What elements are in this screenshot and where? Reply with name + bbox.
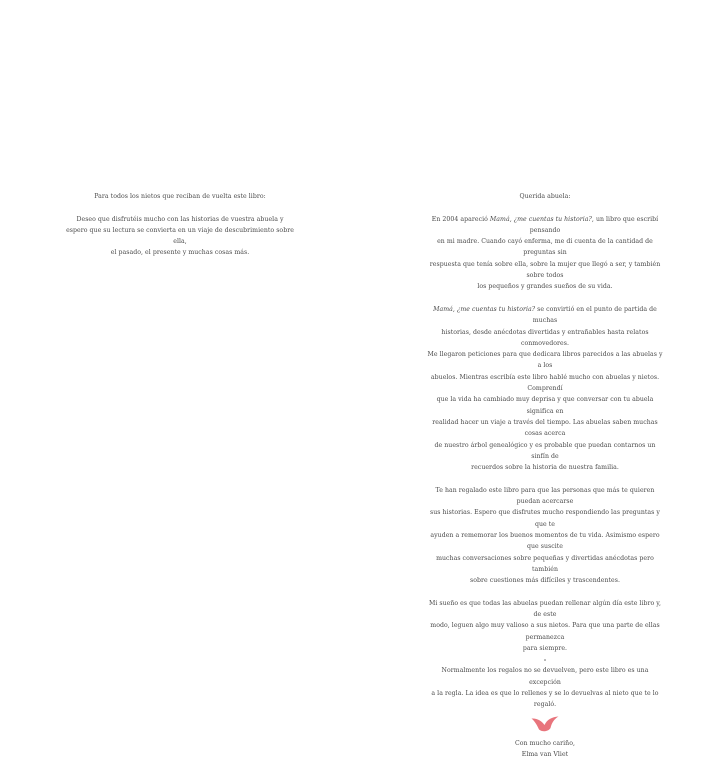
- dedication-line: Deseo que disfrutéis mucho con las historias de vuestra abuela y: [76, 215, 284, 223]
- paragraph-line: historias, desde anécdotas divertidas y entrañables hasta relatos conmovedores.: [441, 328, 649, 347]
- paragraph-gift: [425, 485, 665, 587]
- bird-icon: [530, 714, 560, 734]
- right-page: [360, 0, 720, 758]
- dedication-line: el pasado, el presente y muchas cosas más.: [110, 249, 250, 257]
- separator-dot: [425, 654, 665, 665]
- paragraph-line: realidad hacer un viaje a través del tiempo. Las abuelas saben muchas cosas acerca: [432, 418, 658, 438]
- paragraph-line: que la vida ha cambiado muy deprisa y que conversar con tu abuela significa en: [436, 396, 654, 415]
- left-page: [0, 0, 360, 720]
- paragraph-line: Mi sueño es que todas las abuelas puedan rellenar algún día este libro y, de este: [428, 599, 662, 618]
- paragraph-line: de nuestro árbol genealógico y es probable que puedan contarnos un sinfín de: [434, 441, 656, 460]
- book-title: Mamá, ¿me cuentas tu historia?: [489, 215, 592, 223]
- paragraph-line: En 2004 apareció Mamá, ¿me cuentas tu historia?, un libro que escribí pensando: [431, 215, 659, 234]
- paragraph-line: modo, leguen algo muy valioso a sus nietos. Para que una parte de ellas permanezca: [430, 622, 660, 641]
- paragraph-line: Me llegaron peticiones para que dedicara libros parecidos a las abuelas y a los: [427, 351, 663, 370]
- salutation: Querida abuela:: [519, 193, 571, 200]
- dedication-line: espero que su lectura se convierta en un viaje de descubrimiento sobre ella,: [66, 226, 294, 246]
- book-title: Mamá, ¿me cuentas tu historia?: [433, 305, 536, 313]
- paragraph-line: recuerdos sobre la historia de nuestra familia.: [471, 464, 619, 472]
- bird-ornament: [425, 711, 665, 738]
- letter: [425, 191, 665, 760]
- paragraph-line: sobre cuestiones más difíciles y trascendentes.: [470, 577, 620, 585]
- paragraph-line: abuelos. Mientras escribía este libro hablé mucho con abuelas y nietos. Comprendí: [430, 373, 660, 393]
- paragraph-line: respuesta que tenía sobre ella, sobre la mujer que llegó a ser, y también sobre todos: [429, 260, 661, 280]
- paragraph-line: Normalmente los regalos no se devuelven, pero este libro es una excepción: [441, 667, 649, 686]
- signature: Elma van Vliet: [521, 750, 569, 758]
- paragraph-line: para siempre.: [522, 644, 568, 652]
- paragraph-line: Mamá, ¿me cuentas tu historia? se convirtió en el punto de partida de muchas: [433, 305, 657, 325]
- dedication: [60, 191, 300, 259]
- paragraph-line: en mi madre. Cuando cayó enferma, me di cuenta de la cantidad de preguntas sin: [437, 238, 653, 257]
- dedication-heading: Para todos los nietos que reciban de vuelta este libro:: [94, 193, 266, 200]
- closing: Con mucho cariño,: [514, 739, 576, 747]
- paragraph-line: muchas conversaciones sobre pequeñas y divertidas anécdotas pero también: [436, 554, 654, 573]
- paragraph-line: Te han regalado este libro para que las personas que más te quieren puedan acercarse: [435, 486, 655, 506]
- paragraph-intro: [425, 214, 665, 293]
- paragraph-line: los pequeños y grandes sueños de su vida.: [477, 283, 613, 291]
- paragraph-dream: [425, 598, 665, 654]
- paragraph-return: [425, 665, 665, 710]
- paragraph-line: a la regla. La idea es que lo rellenes y se lo devuelvas al nieto que te lo regaló.: [431, 690, 659, 709]
- paragraph-line: sus historias. Espero que disfrutes mucho respondiendo las preguntas y que te: [430, 509, 660, 528]
- paragraph-line: ayuden a rememorar los buenos momentos de tu vida. Asimismo espero que suscite: [430, 531, 660, 551]
- paragraph-origin: [425, 304, 665, 473]
